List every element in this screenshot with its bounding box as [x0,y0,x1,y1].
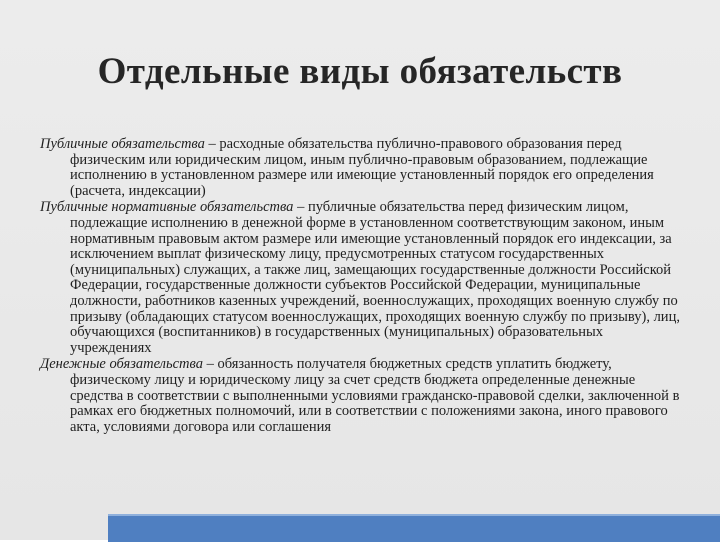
definition-text-monetary-obligations: – обязанность получателя бюджетных средств уплатить бюджету, физическому лицу и юридическому лицу за счет средств бюджета определенные денежные средства в соответствии с выполненными условиями гражданско-правовой сделки, заключенной в рамках его бюджетных полномочий, или в соответствии с положениями закона, иного правового акта, условиями договора или соглашения [70,356,680,435]
term-public-normative-obligations: Публичные нормативные обязательства [40,199,294,216]
footer-accent-bar [108,514,720,542]
slide-title: Отдельные виды обязательств [97,51,623,92]
definition-monetary-obligations [40,357,680,435]
slide-content [40,137,680,436]
definition-public-obligations [40,137,680,199]
definition-public-normative-obligations [40,200,680,356]
definition-text-public-obligations: – расходные обязательства публично-правового образования перед физическим или юридическим лицом, иным публично-правовым образованием, подлежащие исполнению в установленном размере или имеющие установленный порядок его определения (расчета, индексации) [70,136,654,199]
term-public-obligations: Публичные обязательства [40,136,205,152]
definition-text-public-normative-obligations: – публичные обязательства перед физическим лицом, подлежащие исполнению в денежной форме в установленном соответствующим законом, иным нормативным правовым актом размере или имеющие установленный порядок его индексации, за исключением выплат физическому лицу, предусмотренных статусом государственных (муниципальных) служащих, а также лиц, замещающих государственные должности Российской Федерации, государственные должности субъектов Российской Федерации, муниципальные должности, работников казенных учреждений, военнослужащих, проходящих военную службу по призыву (обладающих статусом военнослужащих, проходящих военную службу по призыву), лиц, обучающихся (воспитанников) в государственных (муниципальных) образовательных учреждениях [70,199,680,356]
term-monetary-obligations: Денежные обязательства [40,356,203,373]
